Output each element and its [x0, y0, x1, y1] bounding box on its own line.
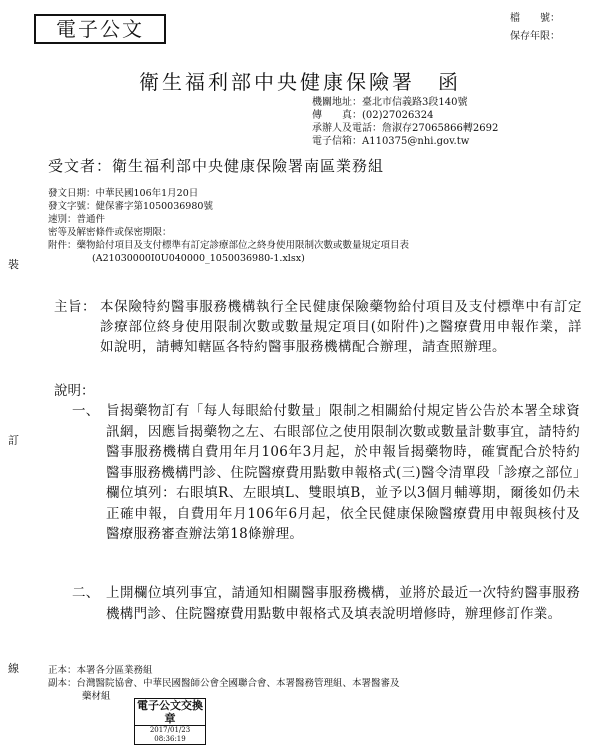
document-title: 衛生福利部中央健康保險署 函 [139, 70, 461, 94]
distribution-list [48, 664, 578, 703]
agency-fax: 傳 真：(02)27026324 [312, 110, 434, 121]
electronic-document-stamp: 電子公文 [34, 14, 166, 44]
issue-date: 發文日期：中華民國106年1月20日 [48, 188, 199, 199]
agency-info [312, 96, 498, 148]
item-number: 二、 [72, 585, 100, 601]
exchange-stamp-time: 2017/01/23 08:36:19 [135, 725, 205, 744]
item-number: 一、 [72, 403, 100, 419]
archive-info [510, 10, 560, 46]
binding-mark-ding: 訂 [8, 434, 19, 447]
item-text: 上開欄位填列事宜，請通知相關醫事服務機構，並將於最近一次特約醫事服務機構門診、住院醫療費用點數申報格式及填表說明增修時，辦理修訂作業。 [106, 585, 580, 622]
subject-label: 主旨： [54, 299, 96, 315]
explanation-label: 說明： [54, 383, 95, 399]
file-number-label: 檔 號： [510, 13, 560, 24]
document-meta [48, 187, 568, 265]
copy-recipients-cont: 藥材組 [82, 691, 111, 702]
speed: 速別：普通件 [48, 214, 106, 225]
binding-mark-xian: 線 [8, 662, 19, 675]
attachment-file: (A21030000I0U040000_1050036980-1.xlsx) [92, 253, 305, 264]
agency-address: 機關地址：臺北市信義路3段140號 [312, 97, 468, 108]
subject-text: 本保險特約醫事服務機構執行全民健康保險藥物給付項目及支付標準中有訂定診療部位終身使用限制次數或數量規定項目(如附件)之醫療費用申報作業，詳如說明，請轉知轄區各特約醫事服務機構配合辦理，請查照辦理。 [100, 299, 582, 355]
exchange-stamp-label: 電子公文交換章 [137, 699, 203, 725]
exchange-stamp [134, 698, 206, 745]
attachment: 附件：藥物給付項目及支付標準有訂定診療部位之終身使用限制次數或數量規定項目表 [48, 240, 410, 251]
binding-mark-zhuang: 裝 [8, 258, 19, 271]
item-text: 旨揭藥物訂有「每人每眼給付數量」限制之相關給付規定皆公告於本署全球資訊網，因應旨揭藥物之左、右眼部位之使用限制次數或數量計數事宜，請特約醫事服務機構自費用年月106年3月起，於申報旨揭藥物時，確實配合於特約醫事服務機構門診、住院醫療費用點數申報格式(三)醫令清單段「診療之部位」欄位填列：右眼填R、左眼填L、雙眼填B，並予以3個月輔導期，爾後如仍未正確申報，自費用年月106年6月起，依全民健康保險醫療費用申報與核付及醫療服務審查辦法第18條辦理。 [106, 403, 580, 542]
primary-recipients: 正本：本署各分區業務組 [48, 665, 153, 676]
agency-contact: 承辦人及電話：詹淑存27065866轉2692 [312, 123, 499, 134]
issue-number: 發文字號：健保審字第1050036980號 [48, 201, 213, 212]
agency-email: 電子信箱：A110375@nhi.gov.tw [312, 136, 470, 147]
retention-label: 保存年限： [510, 31, 560, 42]
copy-recipients: 副本：台灣醫院協會、中華民國醫師公會全國聯合會、本署醫務管理組、本署醫審及 [48, 678, 400, 689]
recipient: 受文者：衛生福利部中央健康保險署南區業務組 [48, 157, 385, 175]
secrecy: 密等及解密條件或保密期限： [48, 227, 172, 238]
